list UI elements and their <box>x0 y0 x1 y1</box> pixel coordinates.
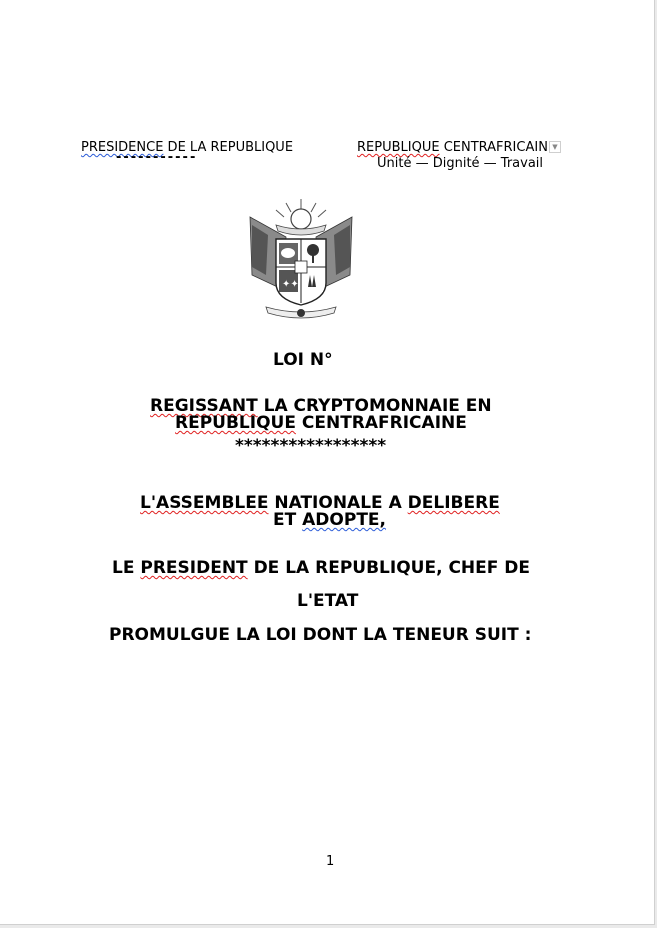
title-star-separator: ***************** <box>235 436 387 456</box>
president-line-1-start: LE <box>112 558 141 578</box>
law-title-line-2 <box>175 413 467 433</box>
autocorrect-dropdown-icon[interactable]: ▼ <box>549 141 561 153</box>
president-line-1 <box>112 558 530 578</box>
header-left-rest: DE LA REPUBLIQUE <box>163 140 294 155</box>
word-presidence[interactable]: PRESIDENCE <box>81 140 164 155</box>
president-line-3: PROMULGUE LA LOI DONT LA TENEUR SUIT : <box>109 625 532 645</box>
assembly-line-1-rest: NATIONALE A <box>268 493 408 513</box>
header-right-title <box>357 140 561 155</box>
law-number: LOI N° <box>273 350 333 370</box>
assembly-line-2 <box>273 510 386 530</box>
president-line-1-rest: DE LA REPUBLIQUE, CHEF DE <box>247 558 531 578</box>
svg-text:✦✦: ✦✦ <box>282 279 299 290</box>
page-number: 1 <box>326 854 335 869</box>
coat-of-arms-icon <box>246 195 356 323</box>
word-regissant[interactable]: REGISSANT <box>150 396 258 416</box>
header-right-rest: CENTRAFRICAIN <box>439 140 548 155</box>
assembly-line-2-start: ET <box>273 510 303 530</box>
word-republique-title[interactable]: REPUBLIQUE <box>175 413 296 433</box>
word-assemblee[interactable]: L'ASSEMBLEE <box>140 493 269 513</box>
word-delibere[interactable]: DELIBERE <box>407 493 500 513</box>
law-title-line-1-rest: LA CRYPTOMONNAIE EN <box>257 396 492 416</box>
header-right-motto: Unité — Dignité — Travail <box>377 156 544 171</box>
word-republique-header[interactable]: REPUBLIQUE <box>357 140 440 155</box>
header-left-separator: ----------- <box>116 150 198 165</box>
president-line-2: L'ETAT <box>297 591 359 611</box>
law-title-line-2-rest: CENTRAFRICAINE <box>295 413 467 433</box>
word-adopte[interactable]: ADOPTE, <box>302 510 386 530</box>
word-president[interactable]: PRESIDENT <box>140 558 248 578</box>
